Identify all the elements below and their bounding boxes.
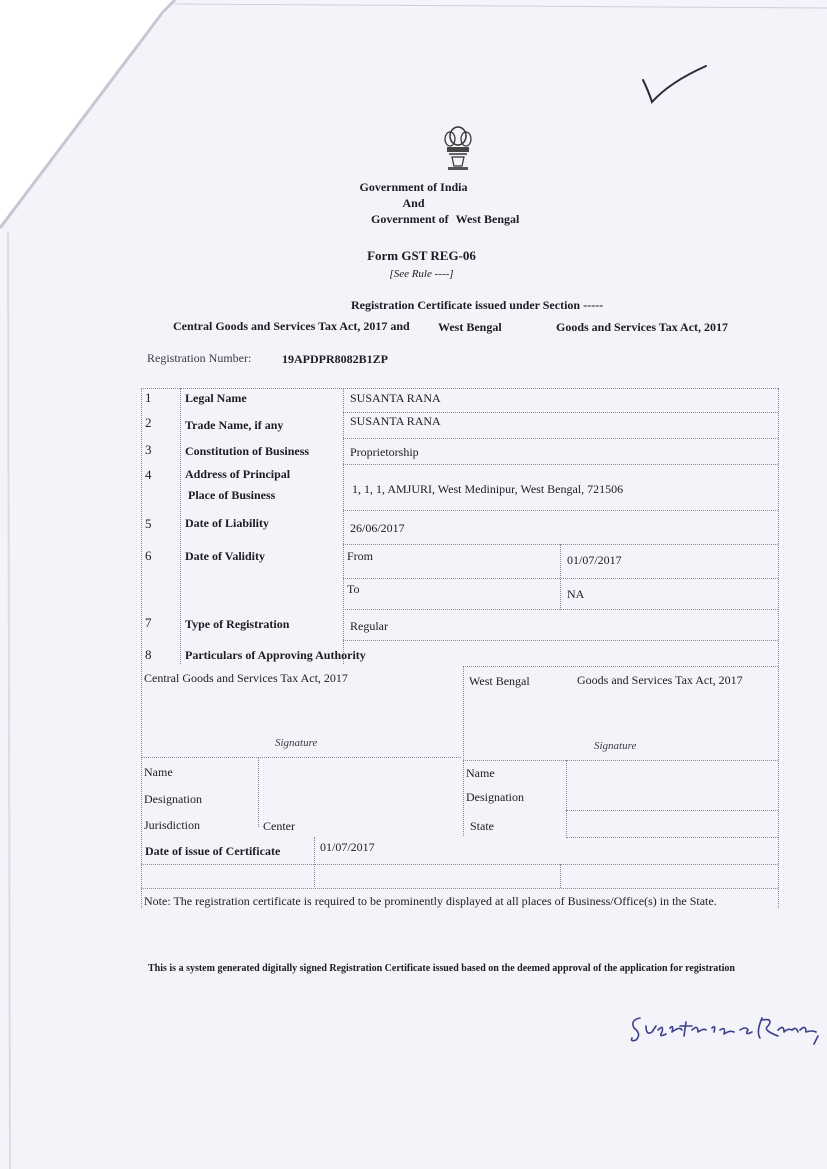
row-4-number: 4	[145, 467, 152, 482]
section-line-2-state: West Bengal	[438, 320, 502, 334]
central-jurisdiction-label: Jurisdiction	[144, 818, 200, 832]
row-2-number: 2	[145, 415, 152, 430]
registration-type-value: Regular	[350, 619, 388, 633]
central-designation-label: Designation	[144, 792, 202, 806]
validity-to-label: To	[347, 582, 360, 596]
row-3-number: 3	[145, 442, 152, 457]
validity-from-value: 01/07/2017	[567, 553, 622, 567]
central-signature-label: Signature	[275, 737, 318, 749]
row-1-label: Legal Name	[185, 391, 247, 405]
display-note: Note: The registration certificate is required to be prominently displayed at all places of Business/Office(s) in the State.	[144, 894, 717, 908]
issue-date-value: 01/07/2017	[320, 840, 375, 854]
address-value: 1, 1, 1, AMJURI, West Medinipur, West Bengal, 721506	[352, 482, 624, 496]
state-signature-label: Signature	[594, 740, 637, 752]
form-rule: [See Rule ----]	[389, 268, 454, 280]
row-5-number: 5	[145, 516, 152, 531]
central-name-label: Name	[144, 765, 173, 779]
validity-from-label: From	[347, 549, 374, 563]
national-emblem-icon	[440, 122, 476, 172]
header-line-3	[371, 212, 519, 227]
check-mark-icon	[640, 62, 712, 107]
row-4-label-2: Place of Business	[188, 488, 276, 502]
state-name-heading: West Bengal	[469, 674, 530, 688]
handwritten-signature	[628, 1008, 824, 1048]
row-6-number: 6	[145, 548, 152, 563]
row-8-label: Particulars of Approving Authority	[185, 648, 366, 662]
form-title: Form GST REG-06	[367, 248, 476, 263]
row-8-number: 8	[145, 647, 152, 662]
row-7-label: Type of Registration	[185, 617, 290, 631]
state-designation-label: Designation	[466, 790, 524, 804]
trade-name-value: SUSANTA RANA	[350, 414, 441, 428]
central-jurisdiction-value: Center	[263, 819, 295, 833]
row-4-label: Address of Principal	[185, 467, 291, 481]
row-1-number: 1	[145, 390, 152, 405]
row-3-label: Constitution of Business	[185, 444, 310, 458]
header-state: West Bengal	[455, 212, 520, 226]
registration-number-label: Registration Number:	[147, 351, 252, 365]
central-act-heading: Central Goods and Services Tax Act, 2017	[144, 671, 348, 685]
liability-date-value: 26/06/2017	[350, 521, 405, 535]
header-line-3-prefix: Government of	[371, 212, 449, 226]
row-2-label: Trade Name, if any	[185, 418, 284, 432]
registration-number-value: 19APDPR8082B1ZP	[282, 352, 388, 366]
validity-to-value: NA	[567, 587, 585, 601]
row-7-number: 7	[145, 615, 152, 630]
header-line-1: Government of India	[359, 180, 468, 194]
section-line-1: Registration Certificate issued under Section -----	[351, 298, 604, 312]
section-line-2-left: Central Goods and Services Tax Act, 2017 and	[173, 319, 410, 333]
state-act-heading: Goods and Services Tax Act, 2017	[577, 673, 743, 687]
state-name-label: Name	[466, 766, 495, 780]
header-line-2: And	[402, 196, 425, 210]
state-label: State	[470, 819, 494, 833]
row-6-label: Date of Validity	[185, 549, 266, 563]
footer-statement: This is a system generated digitally signed Registration Certificate issued based on the deemed approval of the application for registration	[148, 963, 735, 974]
row-5-label: Date of Liability	[185, 516, 269, 530]
constitution-value: Proprietorship	[350, 445, 419, 459]
legal-name-value: SUSANTA RANA	[350, 391, 441, 405]
issue-date-label: Date of issue of Certificate	[145, 844, 281, 858]
section-line-2-right: Goods and Services Tax Act, 2017	[556, 320, 729, 334]
